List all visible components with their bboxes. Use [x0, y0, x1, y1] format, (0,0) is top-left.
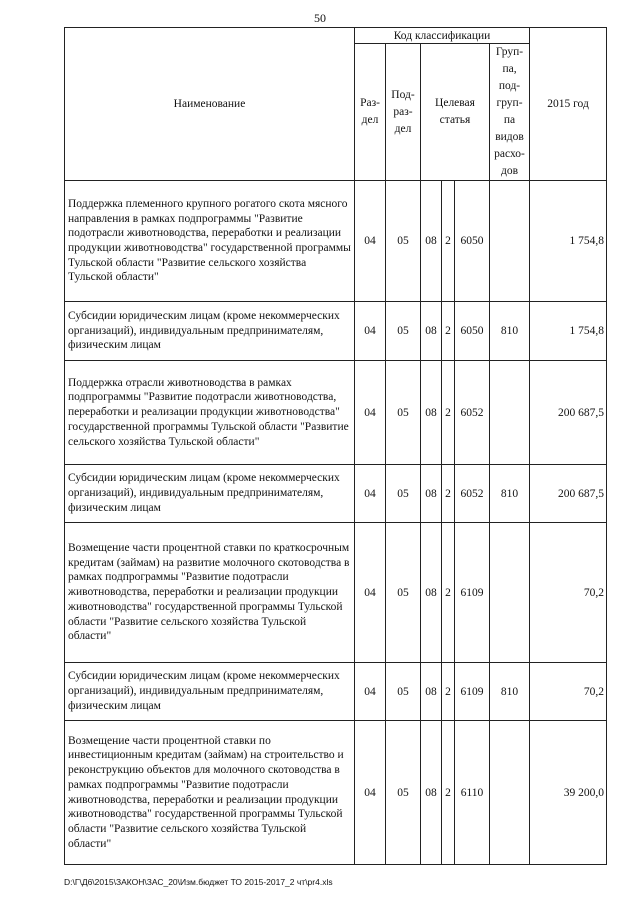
row-podrazdel: 05 [386, 361, 421, 465]
table-row [65, 302, 607, 361]
row-cs-program: 08 [421, 181, 442, 302]
row-razdel: 04 [355, 523, 386, 663]
row-razdel: 04 [355, 721, 386, 865]
row-vid [490, 721, 530, 865]
row-amount: 200 687,5 [530, 361, 607, 465]
row-cs-subprogram: 2 [442, 465, 455, 523]
row-cs-subprogram: 2 [442, 663, 455, 721]
header-name: Наименование [65, 28, 355, 181]
header-razdel: Раз- дел [355, 44, 386, 181]
row-podrazdel: 05 [386, 181, 421, 302]
row-cs-subprogram: 2 [442, 523, 455, 663]
row-cs-program: 08 [421, 721, 442, 865]
row-cs-subprogram: 2 [442, 721, 455, 865]
row-razdel: 04 [355, 663, 386, 721]
header-podrazdel: Под- раз- дел [386, 44, 421, 181]
table-row [65, 181, 607, 302]
row-podrazdel: 05 [386, 663, 421, 721]
row-name: Субсидии юридическим лицам (кроме некоммерческих организаций), индивидуальным предпринимателям, физическим лицам [65, 302, 355, 361]
row-cs-program: 08 [421, 523, 442, 663]
table-row [65, 721, 607, 865]
row-razdel: 04 [355, 361, 386, 465]
row-razdel: 04 [355, 302, 386, 361]
budget-table [64, 27, 607, 865]
row-name: Субсидии юридическим лицам (кроме некоммерческих организаций), индивидуальным предпринимателям, физическим лицам [65, 465, 355, 523]
row-amount: 1 754,8 [530, 181, 607, 302]
table-row [65, 523, 607, 663]
page-number: 50 [314, 11, 326, 25]
row-cs-subprogram: 2 [442, 181, 455, 302]
row-cs-code: 6052 [455, 361, 490, 465]
row-vid: 810 [490, 465, 530, 523]
row-vid [490, 361, 530, 465]
table-row [65, 663, 607, 721]
row-amount: 200 687,5 [530, 465, 607, 523]
row-razdel: 04 [355, 465, 386, 523]
row-amount: 39 200,0 [530, 721, 607, 865]
table-row [65, 465, 607, 523]
file-path-footer: D:\Г\Д6\2015\ЗАКОН\ЗАС_20\Изм.бюджет ТО 2015-2017_2 чт\pr4.xls [64, 877, 333, 887]
header-year: 2015 год [530, 28, 607, 181]
row-vid [490, 523, 530, 663]
table-row [65, 361, 607, 465]
row-podrazdel: 05 [386, 523, 421, 663]
row-amount: 70,2 [530, 663, 607, 721]
row-cs-code: 6109 [455, 523, 490, 663]
row-name: Возмещение части процентной ставки по инвестиционным кредитам (займам) на строительство и реконструкцию объектов для молочного скотоводства в рамках подпрограммы "Развитие подотрасли животноводства, переработки и реализации продукции животноводства" государственной программы Тульской области "Развитие сельского хозяйства Тульской области" [65, 721, 355, 865]
row-amount: 1 754,8 [530, 302, 607, 361]
row-cs-code: 6110 [455, 721, 490, 865]
row-cs-program: 08 [421, 663, 442, 721]
row-name: Поддержка племенного крупного рогатого скота мясного направления в рамках подпрограммы "Развитие подотрасли животноводства, переработки и реализации продукции животноводства" государственной программы Тульской области "Развитие сельского хозяйства Тульской области" [65, 181, 355, 302]
row-cs-code: 6050 [455, 302, 490, 361]
header-classification: Код классификации [355, 28, 530, 44]
header-expense-group: Груп- па, под- груп- па видов расхо- дов [490, 44, 530, 181]
row-cs-code: 6050 [455, 181, 490, 302]
row-razdel: 04 [355, 181, 386, 302]
row-cs-code: 6052 [455, 465, 490, 523]
row-vid: 810 [490, 302, 530, 361]
row-podrazdel: 05 [386, 465, 421, 523]
row-vid [490, 181, 530, 302]
row-cs-subprogram: 2 [442, 361, 455, 465]
row-name: Субсидии юридическим лицам (кроме некоммерческих организаций), индивидуальным предпринимателям, физическим лицам [65, 663, 355, 721]
row-cs-code: 6109 [455, 663, 490, 721]
row-cs-subprogram: 2 [442, 302, 455, 361]
row-name: Поддержка отрасли животноводства в рамках подпрограммы "Развитие подотрасли животноводства, переработки и реализации продукции животноводства" государственной программы Тульской области "Развитие сельского хозяйства Тульской области" [65, 361, 355, 465]
row-cs-program: 08 [421, 465, 442, 523]
header-target-article: Целевая статья [421, 44, 490, 181]
row-cs-program: 08 [421, 361, 442, 465]
row-name: Возмещение части процентной ставки по краткосрочным кредитам (займам) на развитие молочного скотоводства в рамках подпрограммы "Развитие подотрасли животноводства, переработки и реализации продукции животноводства" государственной программы Тульской области "Развитие сельского хозяйства Тульской области" [65, 523, 355, 663]
row-podrazdel: 05 [386, 721, 421, 865]
row-cs-program: 08 [421, 302, 442, 361]
row-vid: 810 [490, 663, 530, 721]
row-amount: 70,2 [530, 523, 607, 663]
row-podrazdel: 05 [386, 302, 421, 361]
